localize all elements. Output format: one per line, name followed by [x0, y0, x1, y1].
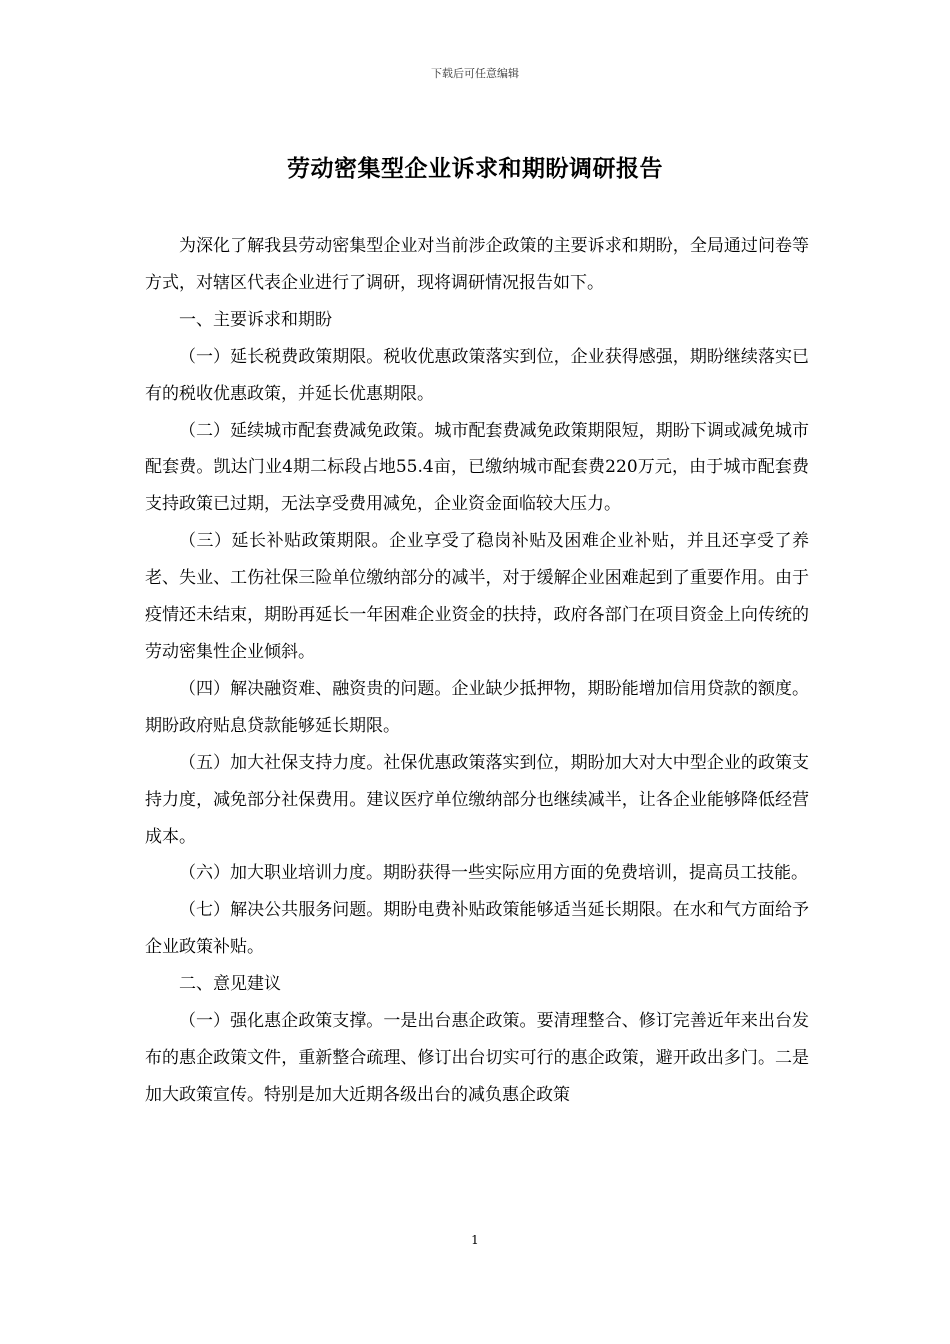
- paragraph-1-2: （二）延续城市配套费减免政策。城市配套费减免政策期限短，期盼下调或减免城市配套费。凯达门业4期二标段占地55.4亩，已缴纳城市配套费220万元，由于城市配套费支持政策已过期，无法享受费用减免，企业资金面临较大压力。: [145, 420, 809, 515]
- paragraph-1-6: （六）加大职业培训力度。期盼获得一些实际应用方面的免费培训，提高员工技能。: [179, 863, 808, 884]
- intro-paragraph: 为深化了解我县劳动密集型企业对当前涉企政策的主要诉求和期盼，全局通过问卷等方式，对辖区代表企业进行了调研，现将调研情况报告如下。: [145, 236, 809, 293]
- document-body: [145, 228, 809, 1114]
- page-header: 下载后可任意编辑: [431, 67, 519, 80]
- section-heading-1: 一、主要诉求和期盼: [179, 309, 332, 330]
- paragraph-1-7: （七）解决公共服务问题。期盼电费补贴政策能够适当延长期限。在水和气方面给予企业政策补贴。: [145, 900, 809, 958]
- paragraph-2-1: （一）强化惠企政策支撑。一是出台惠企政策。要清理整合、修订完善近年来出台发布的惠企政策文件，重新整合疏理、修订出台切实可行的惠企政策，避开政出多门。二是加大政策宣传。特别是加大近期各级出台的减负惠企政策: [145, 1011, 809, 1105]
- document-title: 劳动密集型企业诉求和期盼调研报告: [287, 155, 663, 182]
- page-number: 1: [471, 1233, 479, 1247]
- paragraph-1-1: （一）延长税费政策期限。税收优惠政策落实到位，企业获得感强，期盼继续落实已有的税收优惠政策，并延长优惠期限。: [145, 346, 809, 404]
- paragraph-1-3: （三）延长补贴政策期限。企业享受了稳岗补贴及困难企业补贴，并且还享受了养老、失业、工伤社保三险单位缴纳部分的减半，对于缓解企业困难起到了重要作用。由于疫情还未结束，期盼再延长一年困难企业资金的扶持，政府各部门在项目资金上向传统的劳动密集性企业倾斜。: [145, 531, 809, 662]
- paragraph-1-5: （五）加大社保支持力度。社保优惠政策落实到位，期盼加大对大中型企业的政策支持力度，减免部分社保费用。建议医疗单位缴纳部分也继续减半，让各企业能够降低经营成本。: [145, 752, 809, 847]
- section-heading-2: 二、意见建议: [179, 974, 281, 995]
- paragraph-1-4: （四）解决融资难、融资贵的问题。企业缺少抵押物，期盼能增加信用贷款的额度。期盼政府贴息贷款能够延长期限。: [145, 678, 809, 736]
